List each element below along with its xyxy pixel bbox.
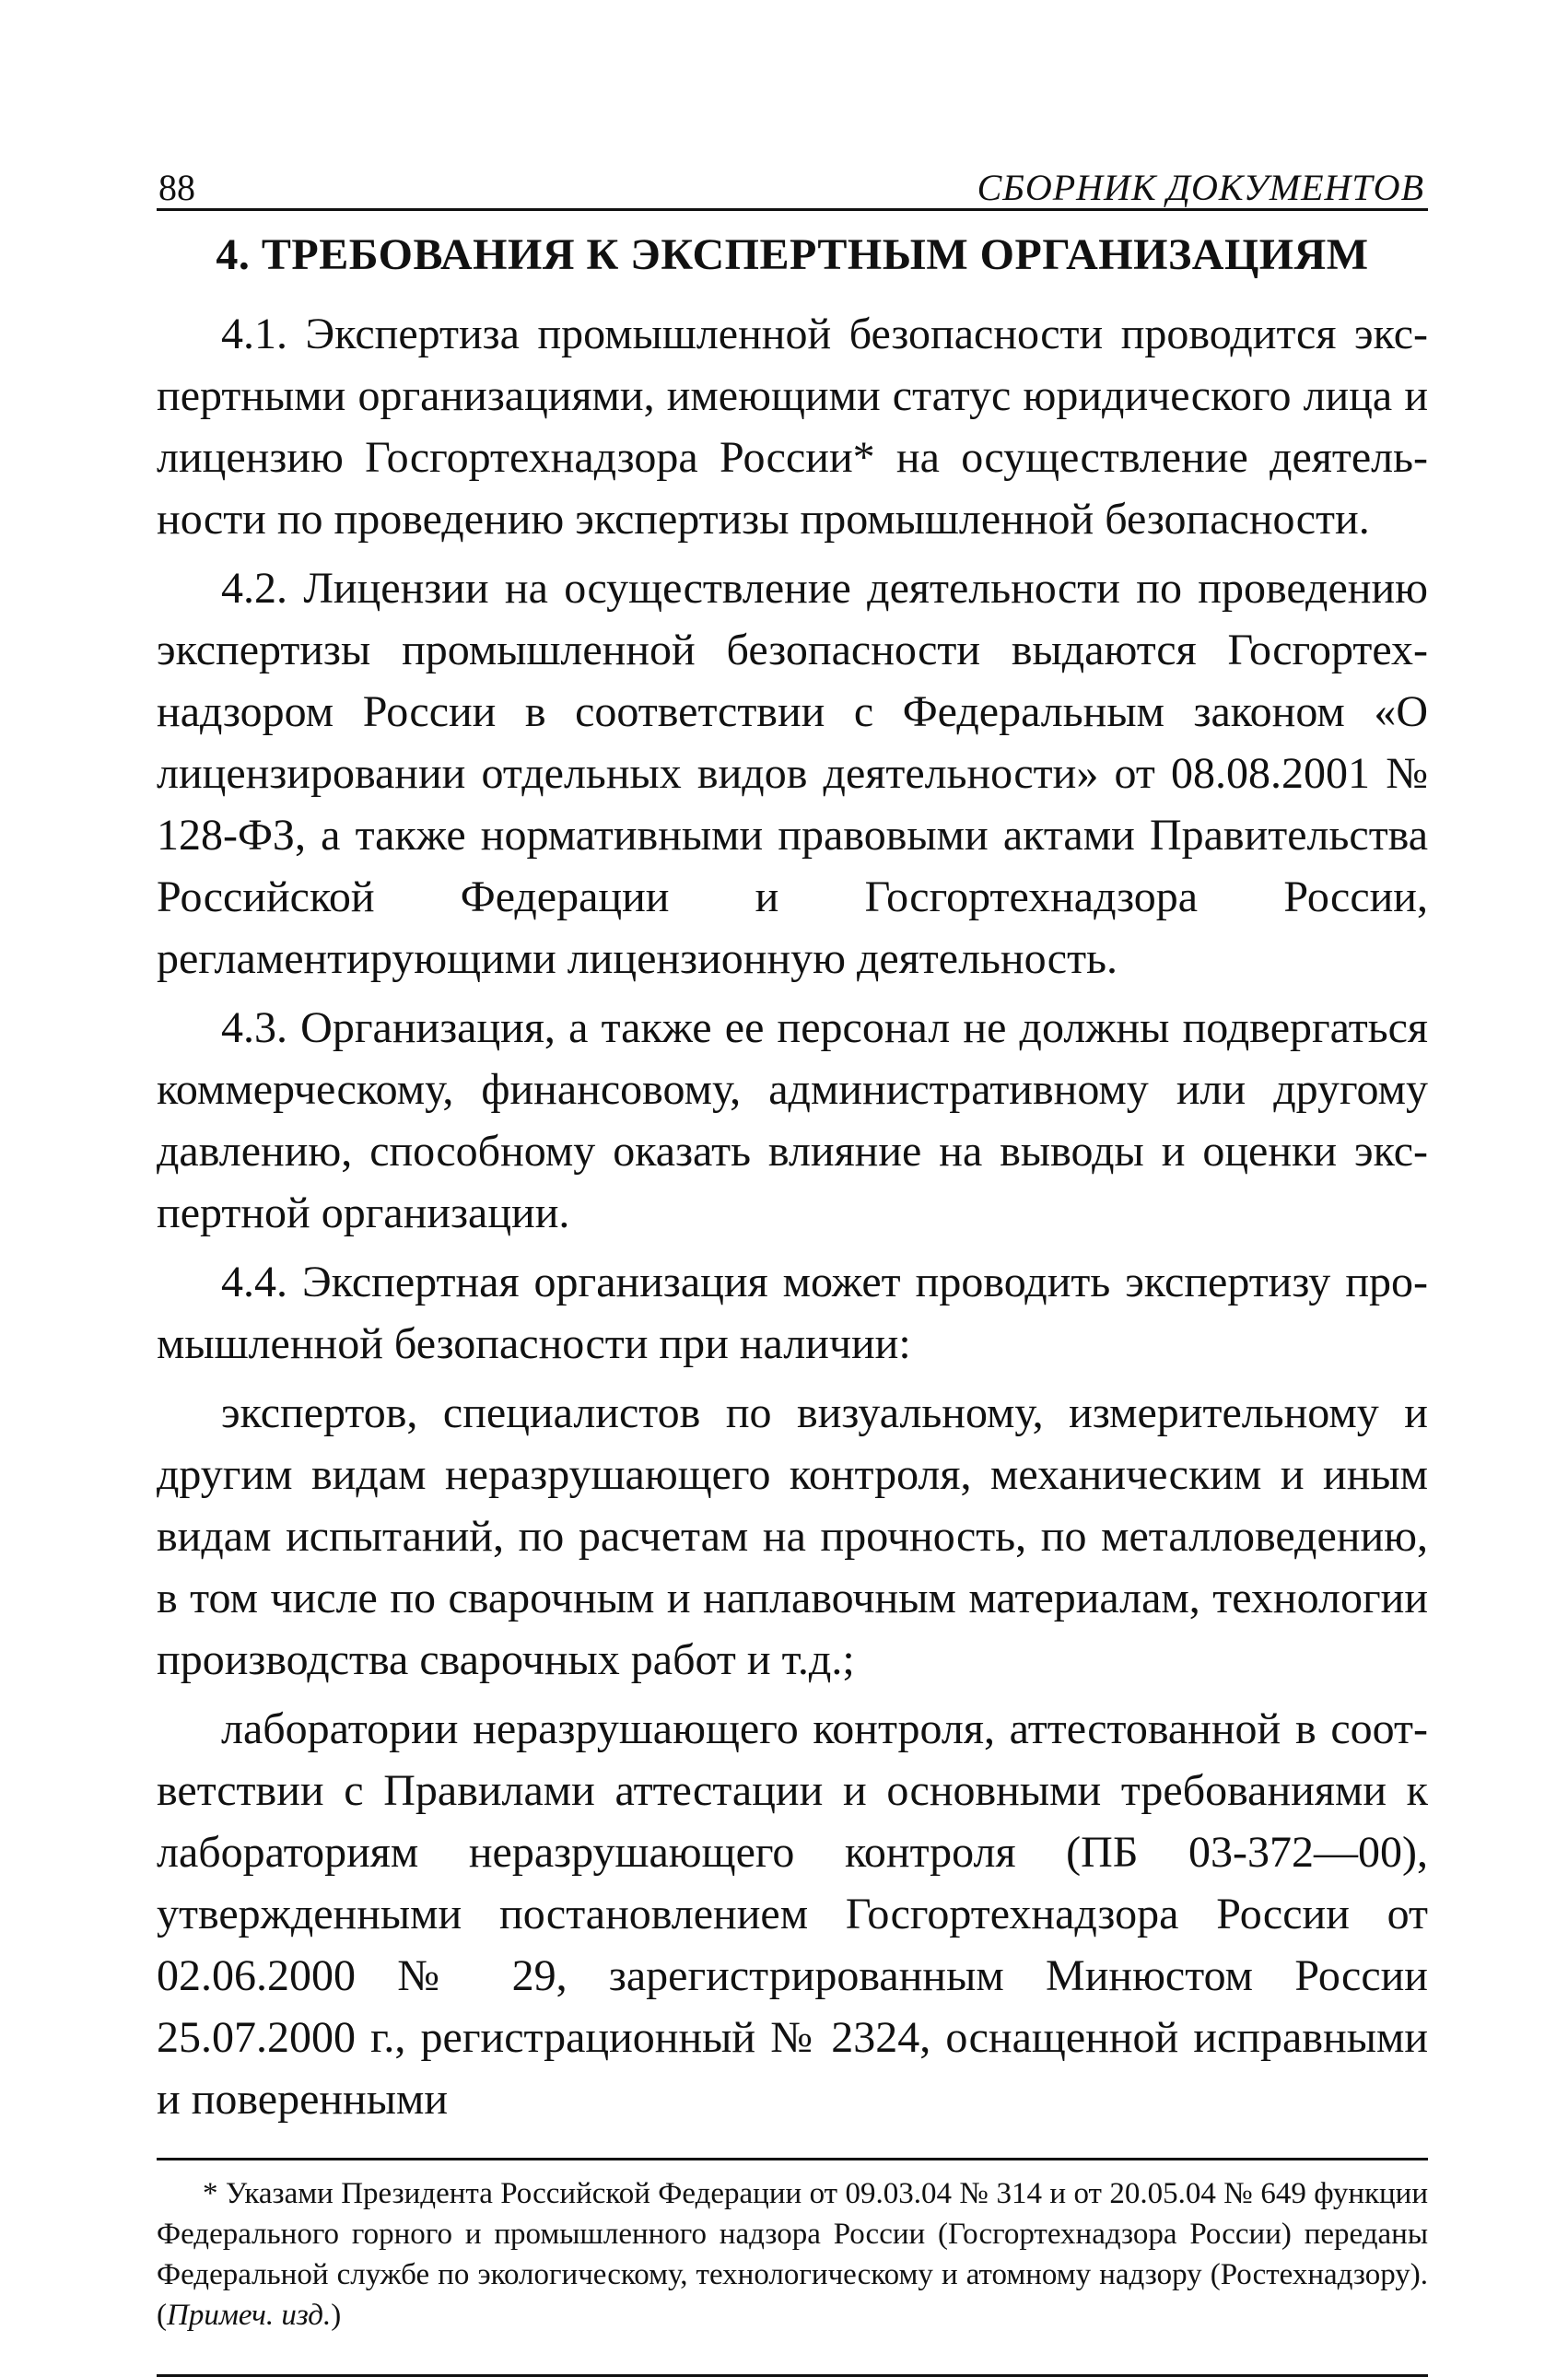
footnote-closing: ) xyxy=(331,2299,342,2332)
footnote-text: * Указами Президента Российской Федерации от 09.03.04 № 314 и от 20.05.04 № 649 функции Федерального горного и промышленного надзора России (Госгортехнадзора России) переданы Федеральной службе по экологическому, технологическому и атомному надзору (Ростехнадзору). ( xyxy=(157,2177,1428,2332)
footnote-note-label: Примеч. изд. xyxy=(167,2299,332,2332)
running-header xyxy=(157,155,1428,211)
paragraph-4-4: 4.4. Экспертная организация может проводить экспертизу промышленной безопасности при наличии: xyxy=(157,1258,1428,1368)
paragraph-laboratory: лаборатории неразрушающего контроля, аттестованной в соответствии с Правилами аттестации и основными требованиями к лабораториям неразрушающего контроля (ПБ 03-372—00), утвержденными постановлением Госгортехнадзора России от 02.06.2000 № 29, зарегистрированным Минюстом России 25.07.2000 г., регистрационный № 2324, оснащенной исправными и поверенными xyxy=(157,1704,1428,2124)
section-title: 4. ТРЕБОВАНИЯ К ЭКСПЕРТНЫМ ОРГАНИЗАЦИЯМ xyxy=(216,230,1369,279)
paragraph-4-3: 4.3. Организация, а также ее персонал не должны подвергаться коммерческому, финансовому, административному или другому давлению, способному оказать влияние на выводы и оценки экспертной организации. xyxy=(157,1003,1428,1237)
body-text xyxy=(157,303,1428,2130)
document-page xyxy=(157,155,1428,2377)
page-number: 88 xyxy=(158,167,195,208)
collection-title: СБОРНИК ДОКУМЕНТОВ xyxy=(977,167,1424,208)
paragraph-4-1: 4.1. Экспертиза промышленной безопасности проводится экспертными организациями, имеющими статус юридического лица и лицензию Госгортехнадзора России* на осуществление деятельности по проведению экспертизы промышленной безопасности. xyxy=(157,310,1428,544)
footnote-separator xyxy=(157,2158,1428,2160)
paragraph-4-2: 4.2. Лицензии на осуществление деятельности по проведению экспертизы промышленной безопасности выдаются Госгортехнадзором России в соответствии с Федеральным законом «О лицензировании отдельных видов деятельности» от 08.08.2001 № 128-ФЗ, а также нормативными правовыми актами Правительства Российской Федерации и Госгортехнадзора России, регламентирующими лицензионную деятельность. xyxy=(157,564,1428,983)
paragraph-experts: экспертов, специалистов по визуальному, измерительному и другим видам неразрушающего контроля, механическим и иным видам испытаний, по расчетам на прочность, по металловедению, в том числе по сварочным и наплавочным материалам, технологии производства сварочных работ и т.д.; xyxy=(157,1388,1428,1684)
footnote xyxy=(157,2173,1428,2336)
